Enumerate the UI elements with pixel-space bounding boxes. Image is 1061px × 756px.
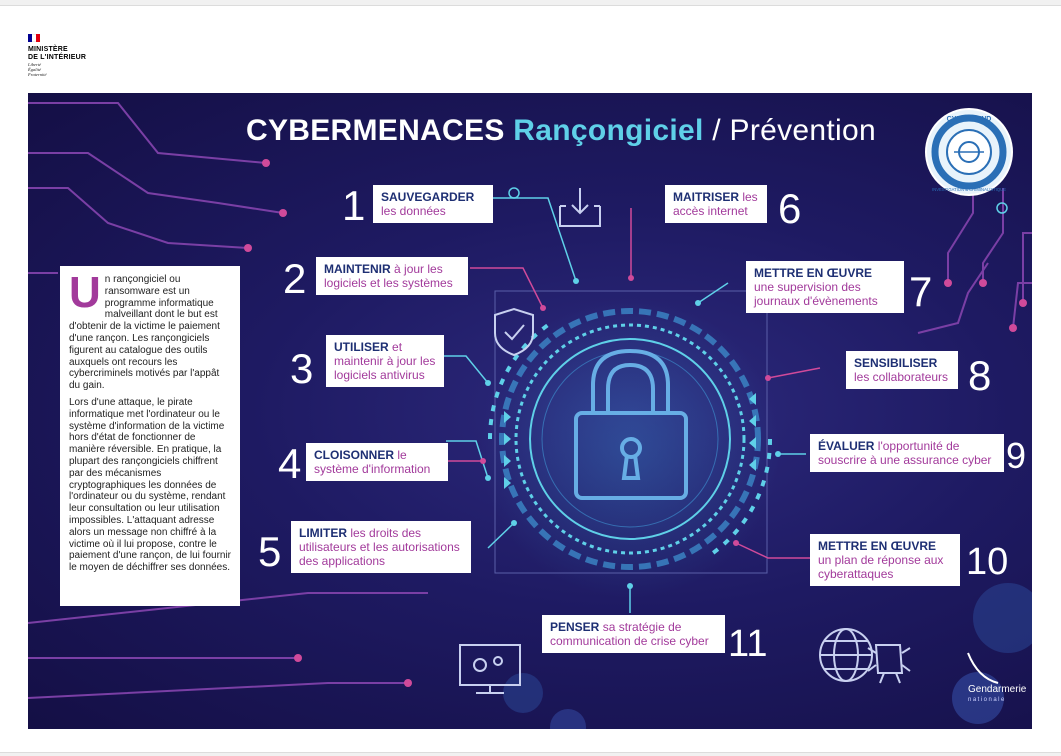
badge-bottom-text: INVESTIGATION & CRIMINALISTIQUE xyxy=(932,187,1006,192)
gendarmerie-logo xyxy=(968,685,1026,705)
step-text: les collaborateurs xyxy=(854,370,949,384)
french-flag-icon xyxy=(28,34,40,42)
step-number: 7 xyxy=(909,268,933,315)
intro-paragraph-1: n rançongiciel ou ransomware est un programme informatique malveillant dont le but est d'obtenir de la victime le paiement d'une rançon. Les rançongiciels figurent au catalogue des outils auxquels ont recours les cybercriminels motivés par l'appât du gain. xyxy=(69,274,220,392)
poster-title xyxy=(246,114,876,148)
step-verb: MAINTENIR xyxy=(324,262,391,276)
document-sheet xyxy=(0,5,1061,753)
step-verb: LIMITER xyxy=(299,526,347,540)
step-number: 4 xyxy=(278,440,302,487)
intro-text-box xyxy=(60,266,240,606)
motto-line: Liberté xyxy=(28,62,41,67)
step-verb: METTRE EN ŒUVRE xyxy=(754,266,873,280)
step-text: le système d'information xyxy=(314,448,431,476)
step-text: une supervision des journaux d'évènements xyxy=(754,280,878,308)
step-1-box xyxy=(373,185,493,223)
step-6-box xyxy=(665,185,767,223)
title-main: CYBERMENACES xyxy=(246,114,505,147)
step-text: l'opportunité de souscrire à une assurance cyber xyxy=(818,439,992,467)
motto-line: Fraternité xyxy=(28,72,47,77)
step-text: les droits des utilisateurs et les autorisations des applications xyxy=(299,526,460,568)
step-text: les données xyxy=(381,204,446,218)
ministry-line2: DE L'INTÉRIEUR xyxy=(28,54,87,61)
cybergend-badge xyxy=(924,107,1014,197)
gendarmerie-sub: nationale xyxy=(968,697,1006,703)
step-verb: UTILISER xyxy=(334,340,389,354)
step-number: 10 xyxy=(966,541,1009,583)
infographic-poster xyxy=(28,93,1032,729)
virus-icon xyxy=(868,645,910,683)
step-2-box xyxy=(316,257,468,295)
drop-cap: U xyxy=(69,268,101,317)
step-number: 2 xyxy=(283,255,307,302)
step-7-box xyxy=(746,261,904,313)
step-11-box xyxy=(542,615,725,653)
monitor-gears-icon xyxy=(460,645,520,693)
title-sub: Prévention xyxy=(729,114,876,147)
step-verb: CLOISONNER xyxy=(314,448,395,462)
step-number: 5 xyxy=(258,528,282,575)
step-5-box xyxy=(291,521,471,573)
title-keyword: Rançongiciel xyxy=(513,114,704,147)
step-number: 1 xyxy=(342,182,366,229)
step-number: 9 xyxy=(1006,435,1027,476)
step-verb: PENSER xyxy=(550,620,600,634)
step-text: un plan de réponse aux cyberattaques xyxy=(818,553,944,581)
ministry-logo xyxy=(28,34,108,77)
globe-icon xyxy=(820,629,872,681)
motto-line: Égalité xyxy=(28,67,41,72)
step-verb: ÉVALUER xyxy=(818,439,875,453)
step-number: 11 xyxy=(728,623,768,665)
download-icon xyxy=(560,188,600,226)
step-verb: METTRE EN ŒUVRE xyxy=(818,539,937,553)
gendarmerie-name: Gendarmerie xyxy=(968,684,1027,695)
step-verb: MAITRISER xyxy=(673,190,739,204)
step-9-box xyxy=(810,434,1004,472)
step-text: les accès internet xyxy=(673,190,758,218)
step-verb: SENSIBILISER xyxy=(854,356,938,370)
step-number: 8 xyxy=(968,352,992,399)
ministry-line1: MINISTÈRE xyxy=(28,46,68,53)
step-verb: SAUVEGARDER xyxy=(381,190,475,204)
step-text: sa stratégie de communication de crise cyber xyxy=(550,620,709,648)
badge-top-text: CYBERGEND xyxy=(946,116,992,123)
step-8-box xyxy=(846,351,958,389)
step-text: à jour les logiciels et les systèmes xyxy=(324,262,453,290)
intro-paragraph-2: Lors d'une attaque, le pirate informatique met l'ordinateur ou le système d'information de la victime hors d'état de fonctionner de manière réversible. En pratique, la plupart des rançongiciels chiffrent par des mécanismes cryptographiques les données de l'ordinateur ou du système, rendant leur consultation ou leur utilisation impossibles. L'attaquant adresse alors un message non chiffré à la victime où il lui propose, contre le paiement d'une rançon, de lui fournir le moyen de déchiffrer ses données. xyxy=(69,396,232,574)
step-3-box xyxy=(326,335,444,387)
step-number: 6 xyxy=(778,185,802,232)
step-4-box xyxy=(306,443,448,481)
shield-check-icon xyxy=(495,309,533,355)
title-separator: / xyxy=(712,114,721,147)
step-text: et maintenir à jour les logiciels antivirus xyxy=(334,340,436,382)
step-number: 3 xyxy=(290,345,314,392)
step-10-box xyxy=(810,534,960,586)
